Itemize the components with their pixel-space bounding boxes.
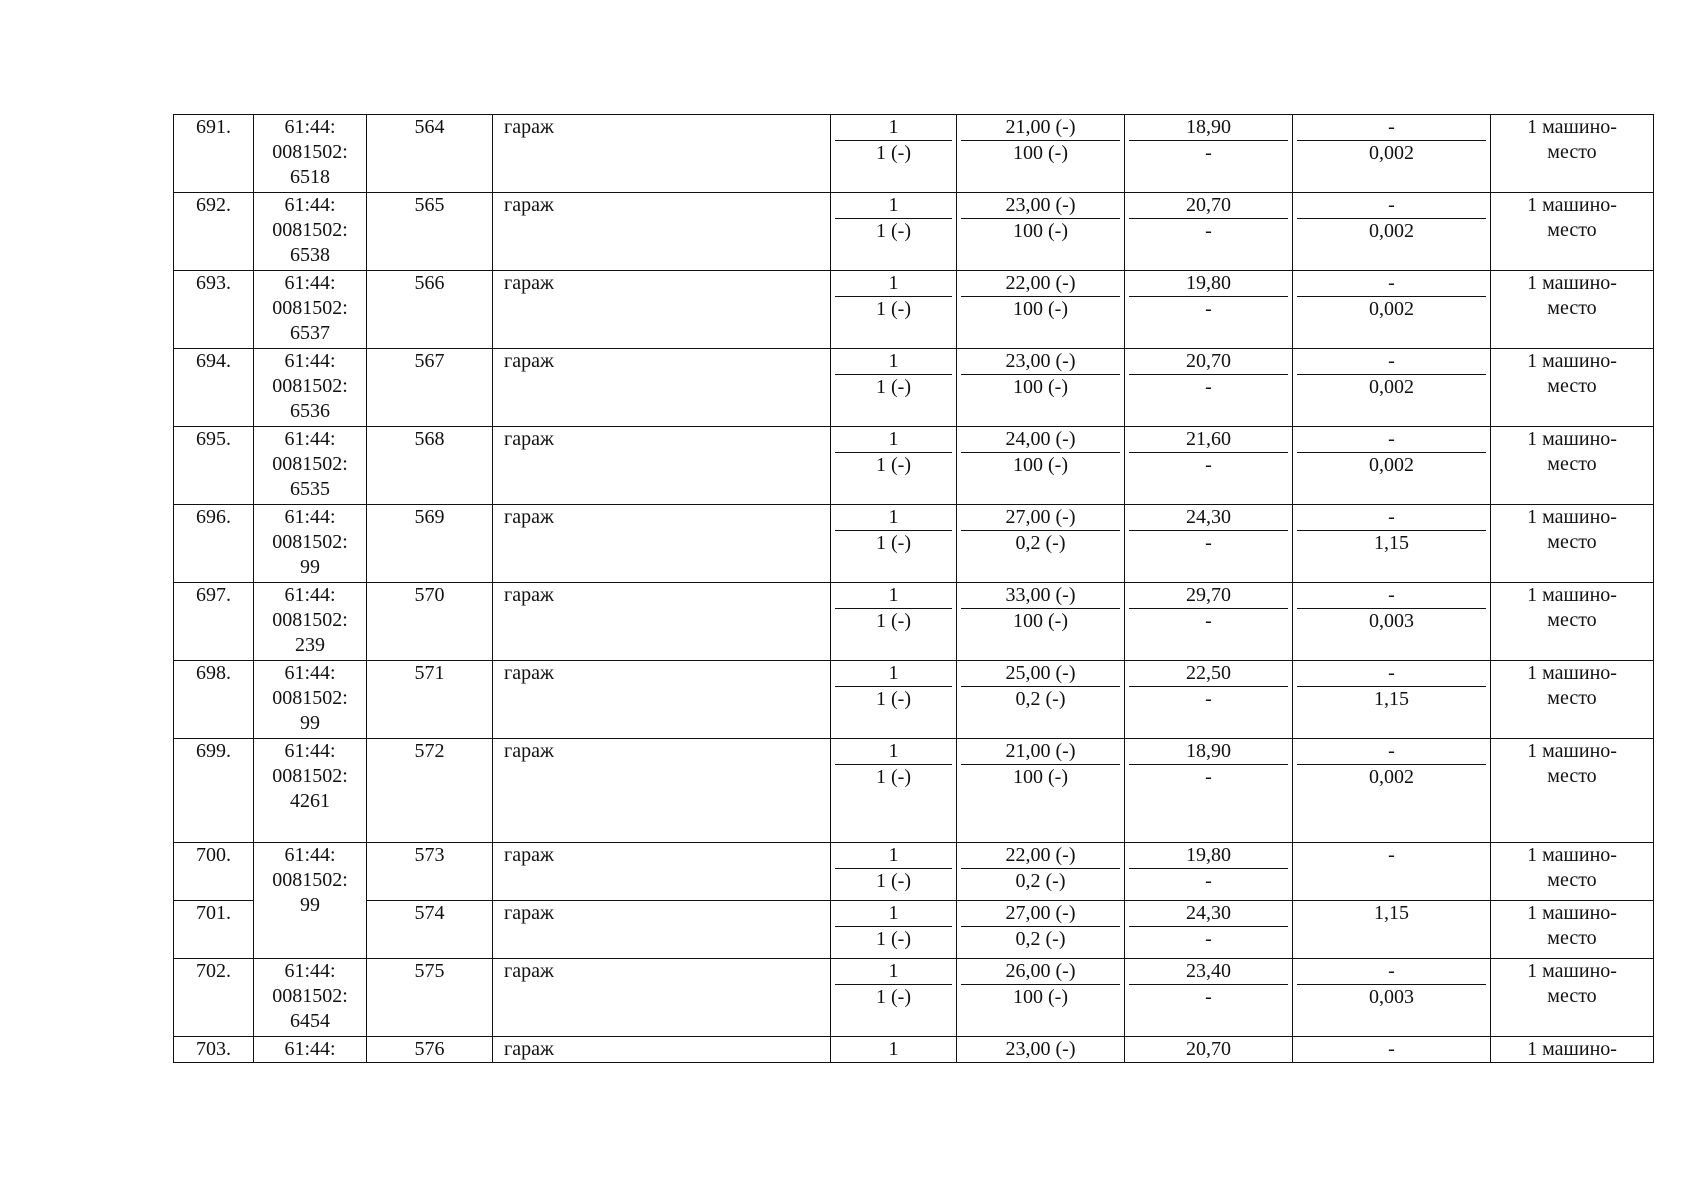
value-c: 24,30 - — [1125, 505, 1293, 583]
value-a: 1 1 (-) — [831, 349, 957, 427]
table-row — [174, 115, 1654, 193]
value-c: 22,50 - — [1125, 661, 1293, 739]
object-name: гараж — [493, 193, 831, 271]
table-row — [174, 271, 1654, 349]
row-number: 696. — [174, 505, 254, 583]
value-e: 1 машино- место — [1491, 115, 1654, 193]
value-d: - 0,002 — [1293, 349, 1491, 427]
value-a: 1 1 (-) — [831, 115, 957, 193]
value-b: 27,00 (-) 0,2 (-) — [957, 901, 1125, 959]
object-number: 566 — [367, 271, 493, 349]
value-c: 19,80 - — [1125, 271, 1293, 349]
value-c: 20,70 - — [1125, 193, 1293, 271]
value-e: 1 машино- место — [1491, 901, 1654, 959]
value-b: 21,00 (-) 100 (-) — [957, 115, 1125, 193]
value-d: - 1,15 — [1293, 505, 1491, 583]
value-e: 1 машино- место — [1491, 349, 1654, 427]
object-number: 571 — [367, 661, 493, 739]
value-a: 1 1 (-) — [831, 739, 957, 843]
object-name: гараж — [493, 901, 831, 959]
value-d: - 0,002 — [1293, 115, 1491, 193]
value-c: 20,70 - — [1125, 349, 1293, 427]
value-e: 1 машино- место — [1491, 505, 1654, 583]
table-row — [174, 427, 1654, 505]
table-row — [174, 193, 1654, 271]
cadastral-number: 61:44: 0081502: 99 — [254, 505, 367, 583]
value-a: 1 1 (-) — [831, 505, 957, 583]
value-c: 29,70 - — [1125, 583, 1293, 661]
cadastral-number: 61:44: 0081502: 99 — [254, 843, 367, 959]
value-e: 1 машино- — [1491, 1037, 1654, 1063]
object-number: 575 — [367, 959, 493, 1037]
cadastral-number: 61:44: 0081502: 6535 — [254, 427, 367, 505]
value-c: 21,60 - — [1125, 427, 1293, 505]
object-name: гараж — [493, 349, 831, 427]
value-e: 1 машино- место — [1491, 959, 1654, 1037]
value-b: 21,00 (-) 100 (-) — [957, 739, 1125, 843]
object-name: гараж — [493, 1037, 831, 1063]
object-number: 574 — [367, 901, 493, 959]
value-c: 20,70 — [1125, 1037, 1293, 1063]
object-number: 567 — [367, 349, 493, 427]
row-number: 701. — [174, 901, 254, 959]
value-b: 23,00 (-) 100 (-) — [957, 193, 1125, 271]
object-name: гараж — [493, 959, 831, 1037]
row-number: 703. — [174, 1037, 254, 1063]
value-e: 1 машино- место — [1491, 193, 1654, 271]
table-row — [174, 583, 1654, 661]
object-name: гараж — [493, 739, 831, 843]
value-d: - — [1293, 1037, 1491, 1063]
value-a: 1 — [831, 1037, 957, 1063]
object-number: 564 — [367, 115, 493, 193]
cadastral-number: 61:44: 0081502: 6454 — [254, 959, 367, 1037]
table-row — [174, 661, 1654, 739]
object-number: 576 — [367, 1037, 493, 1063]
value-a: 1 1 (-) — [831, 193, 957, 271]
value-e: 1 машино- место — [1491, 583, 1654, 661]
value-d: 1,15 — [1293, 901, 1491, 959]
table-row — [174, 843, 1654, 901]
value-c: 23,40 - — [1125, 959, 1293, 1037]
table-row — [174, 349, 1654, 427]
object-name: гараж — [493, 271, 831, 349]
value-a: 1 1 (-) — [831, 583, 957, 661]
cadastral-number: 61:44: 0081502: 99 — [254, 661, 367, 739]
value-b: 26,00 (-) 100 (-) — [957, 959, 1125, 1037]
row-number: 694. — [174, 349, 254, 427]
value-c: 24,30 - — [1125, 901, 1293, 959]
value-a: 1 1 (-) — [831, 427, 957, 505]
value-b: 27,00 (-) 0,2 (-) — [957, 505, 1125, 583]
value-d: - 0,002 — [1293, 427, 1491, 505]
value-b: 22,00 (-) 0,2 (-) — [957, 843, 1125, 901]
object-name: гараж — [493, 661, 831, 739]
value-b: 22,00 (-) 100 (-) — [957, 271, 1125, 349]
object-name: гараж — [493, 505, 831, 583]
row-number: 699. — [174, 739, 254, 843]
row-number: 695. — [174, 427, 254, 505]
value-e: 1 машино- место — [1491, 739, 1654, 843]
row-number: 697. — [174, 583, 254, 661]
value-b: 23,00 (-) 100 (-) — [957, 349, 1125, 427]
value-d: - 0,003 — [1293, 959, 1491, 1037]
value-c: 18,90 - — [1125, 739, 1293, 843]
row-number: 698. — [174, 661, 254, 739]
value-d: - 0,003 — [1293, 583, 1491, 661]
table-row — [174, 959, 1654, 1037]
value-b: 33,00 (-) 100 (-) — [957, 583, 1125, 661]
value-a: 1 1 (-) — [831, 843, 957, 901]
value-e: 1 машино- место — [1491, 661, 1654, 739]
cadastral-number: 61:44: 0081502: 6538 — [254, 193, 367, 271]
table-body — [174, 115, 1654, 1063]
object-name: гараж — [493, 115, 831, 193]
cadastral-number: 61:44: 0081502: 6518 — [254, 115, 367, 193]
value-d: - 0,002 — [1293, 193, 1491, 271]
object-number: 570 — [367, 583, 493, 661]
object-number: 565 — [367, 193, 493, 271]
value-b: 23,00 (-) — [957, 1037, 1125, 1063]
value-d: - 1,15 — [1293, 661, 1491, 739]
object-number: 568 — [367, 427, 493, 505]
row-number: 700. — [174, 843, 254, 901]
value-d: - 0,002 — [1293, 739, 1491, 843]
cadastral-number: 61:44: 0081502: 239 — [254, 583, 367, 661]
value-e: 1 машино- место — [1491, 271, 1654, 349]
value-a: 1 1 (-) — [831, 661, 957, 739]
value-d: - 0,002 — [1293, 271, 1491, 349]
row-number: 691. — [174, 115, 254, 193]
value-e: 1 машино- место — [1491, 843, 1654, 901]
row-number: 692. — [174, 193, 254, 271]
object-name: гараж — [493, 843, 831, 901]
table-row — [174, 1037, 1654, 1063]
value-b: 25,00 (-) 0,2 (-) — [957, 661, 1125, 739]
value-c: 18,90 - — [1125, 115, 1293, 193]
registry-table — [173, 114, 1654, 1063]
value-a: 1 1 (-) — [831, 901, 957, 959]
object-name: гараж — [493, 427, 831, 505]
table-row — [174, 505, 1654, 583]
value-d: - — [1293, 843, 1491, 901]
object-name: гараж — [493, 583, 831, 661]
object-number: 573 — [367, 843, 493, 901]
table-row — [174, 901, 1654, 959]
table-row — [174, 739, 1654, 843]
object-number: 572 — [367, 739, 493, 843]
value-a: 1 1 (-) — [831, 959, 957, 1037]
value-c: 19,80 - — [1125, 843, 1293, 901]
value-b: 24,00 (-) 100 (-) — [957, 427, 1125, 505]
value-a: 1 1 (-) — [831, 271, 957, 349]
object-number: 569 — [367, 505, 493, 583]
cadastral-number: 61:44: — [254, 1037, 367, 1063]
cadastral-number: 61:44: 0081502: 6537 — [254, 271, 367, 349]
row-number: 702. — [174, 959, 254, 1037]
cadastral-number: 61:44: 0081502: 4261 — [254, 739, 367, 843]
value-e: 1 машино- место — [1491, 427, 1654, 505]
row-number: 693. — [174, 271, 254, 349]
cadastral-number: 61:44: 0081502: 6536 — [254, 349, 367, 427]
